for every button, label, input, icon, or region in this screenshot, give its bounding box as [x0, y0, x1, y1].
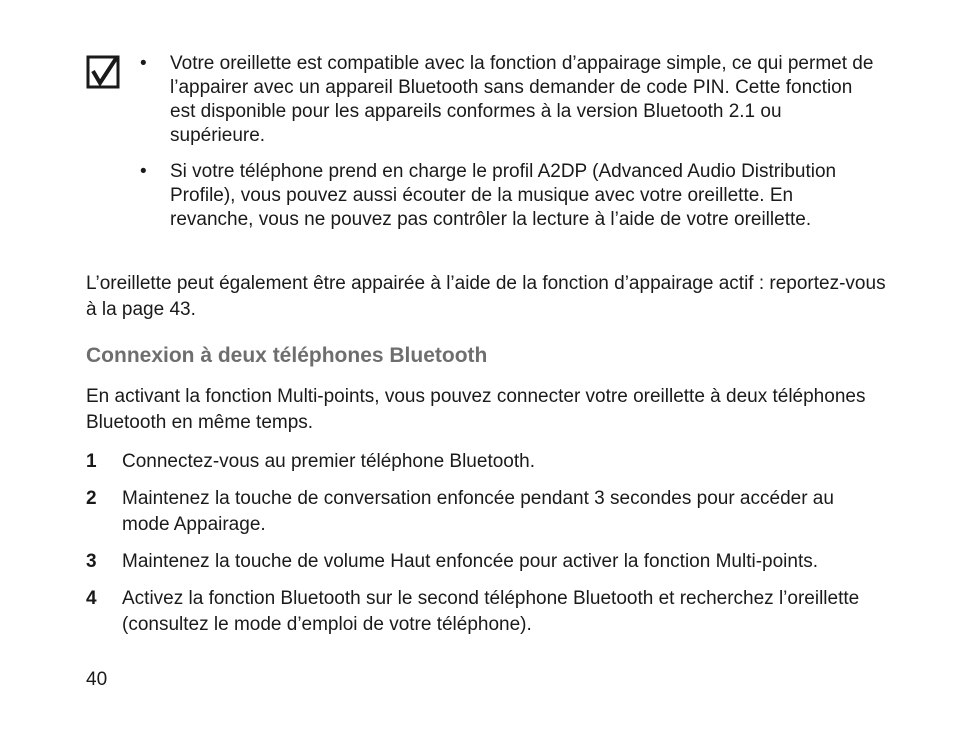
note-bullet-item	[140, 160, 880, 232]
step-text: Connectez-vous au premier téléphone Bluetooth.	[122, 451, 535, 472]
section-title: Connexion à deux téléphones Bluetooth	[86, 344, 488, 367]
steps-list	[86, 449, 866, 638]
step-number: 1	[86, 451, 97, 472]
step-text: Activez la fonction Bluetooth sur le second téléphone Bluetooth et recherchez l’oreillette (consultez le mode d’emploi de votre téléphone).	[122, 588, 860, 635]
checkbox-check-icon	[86, 55, 120, 89]
note-list	[140, 52, 880, 244]
step-number: 3	[86, 551, 97, 572]
section-intro: En activant la fonction Multi-points, vous pouvez connecter votre oreillette à deux téléphones Bluetooth en même temps.	[86, 386, 866, 433]
page-number: 40	[86, 669, 108, 690]
step-item	[86, 486, 866, 538]
note-bullet-text: Votre oreillette est compatible avec la fonction d’appairage simple, ce qui permet de l’appairer avec un appareil Bluetooth sans demander de code PIN. Cette fonction est disponible pour les appareils conformes à la version Bluetooth 2.1 ou supérieure.	[170, 53, 874, 146]
step-number: 2	[86, 488, 97, 509]
bullet-symbol: •	[140, 53, 147, 74]
step-number: 4	[86, 588, 97, 609]
step-text: Maintenez la touche de volume Haut enfoncée pour activer la fonction Multi-points.	[122, 551, 819, 572]
step-text: Maintenez la touche de conversation enfoncée pendant 3 secondes pour accéder au mode Appairage.	[122, 488, 834, 535]
step-item	[86, 586, 866, 638]
pairing-paragraph: L’oreillette peut également être appairée à l’aide de la fonction d’appairage actif : reportez-vous à la page 43.	[86, 273, 886, 320]
note-bullet-item	[140, 52, 880, 148]
step-item	[86, 449, 866, 475]
bullet-symbol: •	[140, 161, 147, 182]
step-item	[86, 549, 866, 575]
note-bullet-text: Si votre téléphone prend en charge le profil A2DP (Advanced Audio Distribution Profile), vous pouvez aussi écouter de la musique avec votre oreillette. En revanche, vous ne pouvez pas contrôler la lecture à l’aide de votre oreillette.	[170, 161, 837, 230]
